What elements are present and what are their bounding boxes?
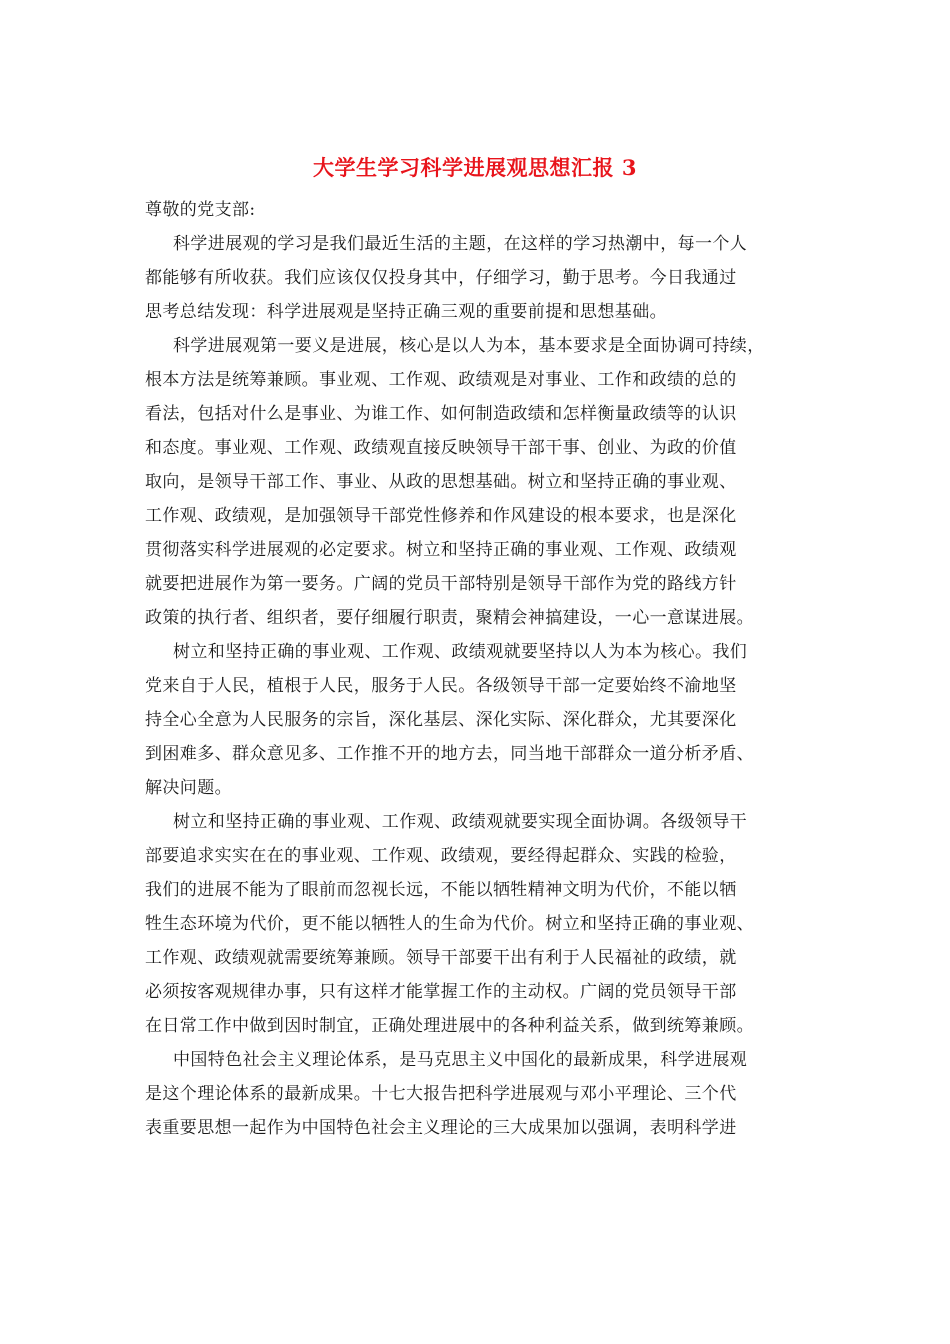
text-line: 在日常工作中做到因时制宜，正确处理进展中的各种利益关系，做到统筹兼顾。: [145, 1016, 754, 1036]
text-line: 根本方法是统筹兼顾。事业观、工作观、政绩观是对事业、工作和政绩的总的: [145, 370, 737, 390]
text-line: 思考总结发现：科学进展观是坚持正确三观的重要前提和思想基础。: [145, 302, 667, 322]
text-line: 到困难多、群众意见多、工作推不开的地方去，同当地干部群众一道分析矛盾、: [145, 744, 754, 764]
text-line: 工作观、政绩观，是加强领导干部党性修养和作风建设的根本要求，也是深化: [145, 506, 737, 526]
text-line: 取向，是领导干部工作、事业、从政的思想基础。树立和坚持正确的事业观、: [145, 472, 737, 492]
text-line: 必须按客观规律办事，只有这样才能掌握工作的主动权。广阔的党员领导干部: [145, 982, 737, 1002]
text-line: 都能够有所收获。我们应该仅仅投身其中，仔细学习，勤于思考。今日我通过: [145, 268, 737, 288]
text-line: 树立和坚持正确的事业观、工作观、政绩观就要坚持以人为本为核心。我们: [173, 642, 748, 662]
text-line: 就要把进展作为第一要务。广阔的党员干部特别是领导干部作为党的路线方针: [145, 574, 737, 594]
text-line: 贯彻落实科学进展观的必定要求。树立和坚持正确的事业观、工作观、政绩观: [145, 540, 737, 560]
text-line: 我们的进展不能为了眼前而忽视长远，不能以牺牲精神文明为代价，不能以牺: [145, 880, 737, 900]
text-line: 看法，包括对什么是事业、为谁工作、如何制造政绩和怎样衡量政绩等的认识: [145, 404, 737, 424]
text-line: 和态度。事业观、工作观、政绩观直接反映领导干部干事、创业、为政的价值: [145, 438, 737, 458]
document-title: 大学生学习科学进展观思想汇报 3: [313, 155, 637, 180]
text-line: 科学进展观第一要义是进展，核心是以人为本，基本要求是全面协调可持续，: [173, 336, 765, 356]
text-line: 科学进展观的学习是我们最近生活的主题，在这样的学习热潮中，每一个人: [173, 234, 748, 254]
text-line: 持全心全意为人民服务的宗旨，深化基层、深化实际、深化群众，尤其要深化: [145, 710, 737, 730]
text-line: 党来自于人民，植根于人民，服务于人民。各级领导干部一定要始终不渝地坚: [145, 676, 737, 696]
text-line: 解决问题。: [145, 778, 232, 798]
salutation: 尊敬的党支部:: [145, 200, 256, 220]
text-line: 政策的执行者、组织者，要仔细履行职责，聚精会神搞建设，一心一意谋进展。: [145, 608, 754, 628]
document-body: [145, 193, 815, 1145]
text-line: 部要追求实实在在的事业观、工作观、政绩观，要经得起群众、实践的检验，: [145, 846, 737, 866]
text-line: 树立和坚持正确的事业观、工作观、政绩观就要实现全面协调。各级领导干: [173, 812, 748, 832]
text-line: 中国特色社会主义理论体系，是马克思主义中国化的最新成果，科学进展观: [173, 1050, 748, 1070]
text-line: 是这个理论体系的最新成果。十七大报告把科学进展观与邓小平理论、三个代: [145, 1084, 737, 1104]
text-line: 工作观、政绩观就需要统筹兼顾。领导干部要干出有利于人民福祉的政绩，就: [145, 948, 737, 968]
text-line: 牲生态环境为代价，更不能以牺牲人的生命为代价。树立和坚持正确的事业观、: [145, 914, 754, 934]
text-line: 表重要思想一起作为中国特色社会主义理论的三大成果加以强调，表明科学进: [145, 1118, 737, 1138]
